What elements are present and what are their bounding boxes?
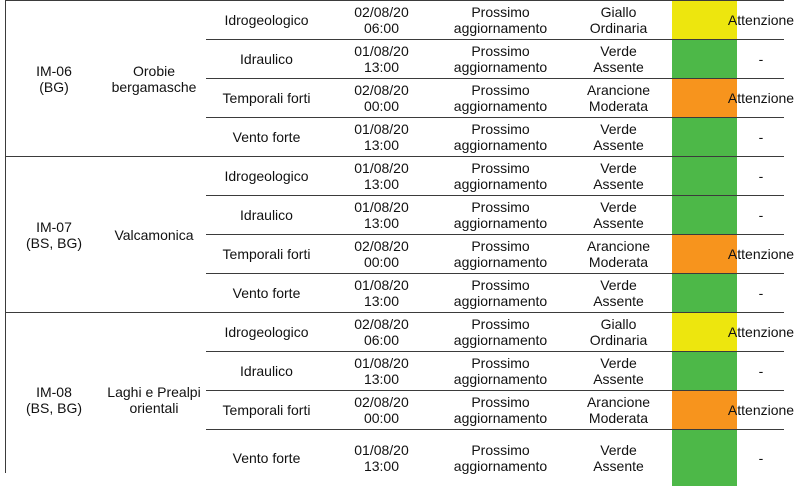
alert-level bbox=[565, 274, 672, 312]
cell-text: - bbox=[758, 450, 764, 466]
risk-type bbox=[206, 391, 327, 429]
issue-datetime bbox=[327, 274, 436, 312]
cell-text: Moderata bbox=[588, 98, 649, 114]
issue-datetime bbox=[327, 157, 436, 195]
cell-text: Prossimo bbox=[471, 394, 530, 410]
cell-text: 01/08/20 bbox=[354, 199, 409, 215]
alert-color-swatch bbox=[672, 274, 737, 312]
cell-text: Attenzione bbox=[727, 12, 794, 28]
alert-color-swatch bbox=[672, 40, 737, 78]
cell-text: Prossimo bbox=[471, 160, 530, 176]
alert-color-swatch bbox=[672, 352, 737, 390]
cell-text: Assente bbox=[593, 176, 644, 192]
cell-text: aggiornamento bbox=[453, 332, 548, 348]
zone-name-line: Valcamonica bbox=[114, 226, 194, 243]
cell-text: Idrogeologico bbox=[224, 324, 309, 340]
cell-text: - bbox=[758, 51, 764, 67]
cell-text: Temporali forti bbox=[222, 402, 311, 418]
cell-text: Prossimo bbox=[471, 43, 530, 59]
cell-text: 13:00 bbox=[363, 293, 400, 309]
zone-name-cell bbox=[102, 157, 206, 312]
cell-text: 01/08/20 bbox=[354, 121, 409, 137]
alert-level bbox=[565, 313, 672, 351]
alert-level bbox=[565, 40, 672, 78]
zone-provinces: (BS, BG) bbox=[25, 234, 82, 251]
cell-text: Prossimo bbox=[471, 277, 530, 293]
risk-type bbox=[206, 430, 327, 486]
cell-text: Ordinaria bbox=[589, 332, 648, 348]
cell-text: - bbox=[758, 129, 764, 145]
cell-text: 13:00 bbox=[363, 215, 400, 231]
cell-text: 01/08/20 bbox=[354, 442, 409, 458]
zone-code: IM-08 bbox=[36, 383, 72, 400]
zone-name-line: orientali bbox=[129, 399, 179, 416]
alert-note bbox=[737, 40, 785, 78]
cell-text: Temporali forti bbox=[222, 90, 311, 106]
alert-note bbox=[727, 391, 794, 429]
cell-text: Temporali forti bbox=[222, 246, 311, 262]
cell-text: 01/08/20 bbox=[354, 160, 409, 176]
cell-text: Ordinaria bbox=[589, 20, 648, 36]
zone-code-cell bbox=[6, 157, 102, 312]
cell-text: 02/08/20 bbox=[354, 316, 409, 332]
cell-text: Moderata bbox=[588, 410, 649, 426]
alert-note bbox=[737, 430, 785, 486]
zone-name-line: bergamasche bbox=[111, 78, 197, 95]
alert-level bbox=[565, 235, 672, 273]
alert-level bbox=[565, 391, 672, 429]
issue-datetime bbox=[327, 352, 436, 390]
next-update bbox=[436, 430, 565, 486]
cell-text: aggiornamento bbox=[453, 137, 548, 153]
cell-text: Assente bbox=[593, 59, 644, 75]
zone-name-cell bbox=[102, 313, 206, 486]
cell-text: 02/08/20 bbox=[354, 394, 409, 410]
alert-level bbox=[565, 79, 672, 117]
alert-level bbox=[565, 118, 672, 156]
cell-text: Moderata bbox=[588, 254, 649, 270]
cell-text: Attenzione bbox=[727, 402, 794, 418]
cell-text: Prossimo bbox=[471, 199, 530, 215]
cell-text: 00:00 bbox=[363, 98, 400, 114]
cell-text: Prossimo bbox=[471, 238, 530, 254]
cell-text: Verde bbox=[600, 442, 637, 458]
issue-datetime bbox=[327, 313, 436, 351]
cell-text: Attenzione bbox=[727, 246, 794, 262]
cell-text: aggiornamento bbox=[453, 254, 548, 270]
alert-level bbox=[565, 430, 672, 486]
issue-datetime bbox=[327, 1, 436, 39]
cell-text: Prossimo bbox=[471, 82, 530, 98]
cell-text: Arancione bbox=[586, 238, 651, 254]
cell-text: Verde bbox=[600, 121, 637, 137]
cell-text: 01/08/20 bbox=[354, 43, 409, 59]
alert-note bbox=[737, 118, 785, 156]
alert-note bbox=[737, 274, 785, 312]
next-update bbox=[436, 1, 565, 39]
risk-type bbox=[206, 352, 327, 390]
issue-datetime bbox=[327, 235, 436, 273]
zone-name-line: Laghi e Prealpi bbox=[107, 383, 201, 400]
alert-color-swatch bbox=[672, 430, 737, 486]
cell-text: Assente bbox=[593, 293, 644, 309]
cell-text: Prossimo bbox=[471, 442, 530, 458]
cell-text: Assente bbox=[593, 458, 644, 474]
alert-note bbox=[727, 1, 794, 39]
cell-text: 06:00 bbox=[363, 332, 400, 348]
alert-level bbox=[565, 196, 672, 234]
alert-note bbox=[737, 352, 785, 390]
alert-note bbox=[727, 313, 794, 351]
cell-text: 00:00 bbox=[363, 410, 400, 426]
cell-text: aggiornamento bbox=[453, 59, 548, 75]
cell-text: Vento forte bbox=[232, 129, 301, 145]
issue-datetime bbox=[327, 391, 436, 429]
cell-text: Vento forte bbox=[232, 450, 301, 466]
next-update bbox=[436, 79, 565, 117]
cell-text: - bbox=[758, 207, 764, 223]
cell-text: aggiornamento bbox=[453, 293, 548, 309]
next-update bbox=[436, 118, 565, 156]
risk-type bbox=[206, 157, 327, 195]
cell-text: Idraulico bbox=[240, 207, 293, 223]
cell-text: 13:00 bbox=[363, 371, 400, 387]
cell-text: 00:00 bbox=[363, 254, 400, 270]
next-update bbox=[436, 313, 565, 351]
cell-text: Assente bbox=[593, 215, 644, 231]
cell-text: Vento forte bbox=[232, 285, 301, 301]
cell-text: aggiornamento bbox=[453, 215, 548, 231]
next-update bbox=[436, 352, 565, 390]
risk-type bbox=[206, 235, 327, 273]
cell-text: Prossimo bbox=[471, 355, 530, 371]
alert-note bbox=[727, 79, 794, 117]
cell-text: Arancione bbox=[586, 394, 651, 410]
cell-text: aggiornamento bbox=[453, 20, 548, 36]
cell-text: 13:00 bbox=[363, 458, 400, 474]
alert-note bbox=[737, 196, 785, 234]
cell-text: Attenzione bbox=[727, 324, 794, 340]
cell-text: 01/08/20 bbox=[354, 277, 409, 293]
cell-text: 06:00 bbox=[363, 20, 400, 36]
zone-code: IM-07 bbox=[36, 218, 72, 235]
alert-color-swatch bbox=[672, 196, 737, 234]
cell-text: Attenzione bbox=[727, 90, 794, 106]
zone-code-cell bbox=[6, 1, 102, 156]
cell-text: - bbox=[758, 363, 764, 379]
cell-text: Idrogeologico bbox=[224, 12, 309, 28]
cell-text: Arancione bbox=[586, 82, 651, 98]
alert-note bbox=[727, 235, 794, 273]
issue-datetime bbox=[327, 118, 436, 156]
cell-text: Idraulico bbox=[240, 363, 293, 379]
next-update bbox=[436, 391, 565, 429]
zone-provinces: (BS, BG) bbox=[25, 399, 82, 416]
cell-text: 02/08/20 bbox=[354, 4, 409, 20]
cell-text: aggiornamento bbox=[453, 176, 548, 192]
cell-text: Idraulico bbox=[240, 51, 293, 67]
cell-text: aggiornamento bbox=[453, 458, 548, 474]
cell-text: 13:00 bbox=[363, 59, 400, 75]
cell-text: Prossimo bbox=[471, 316, 530, 332]
risk-type bbox=[206, 40, 327, 78]
risk-type bbox=[206, 274, 327, 312]
cell-text: Assente bbox=[593, 137, 644, 153]
cell-text: 02/08/20 bbox=[354, 238, 409, 254]
cell-text: Verde bbox=[600, 199, 637, 215]
cell-text: aggiornamento bbox=[453, 371, 548, 387]
cell-text: - bbox=[758, 168, 764, 184]
next-update bbox=[436, 157, 565, 195]
alert-table bbox=[5, 0, 794, 474]
cell-text: - bbox=[758, 285, 764, 301]
cell-text: aggiornamento bbox=[453, 410, 548, 426]
zone-code: IM-06 bbox=[36, 62, 72, 79]
zone-name-line: Orobie bbox=[132, 62, 176, 79]
cell-text: Verde bbox=[600, 160, 637, 176]
cell-text: Verde bbox=[600, 277, 637, 293]
issue-datetime bbox=[327, 430, 436, 486]
zone-code-cell bbox=[6, 313, 102, 486]
next-update bbox=[436, 40, 565, 78]
alert-level bbox=[565, 157, 672, 195]
cell-text: 13:00 bbox=[363, 137, 400, 153]
risk-type bbox=[206, 313, 327, 351]
cell-text: 01/08/20 bbox=[354, 355, 409, 371]
issue-datetime bbox=[327, 79, 436, 117]
issue-datetime bbox=[327, 40, 436, 78]
zone-name-cell bbox=[102, 1, 206, 156]
risk-type bbox=[206, 118, 327, 156]
risk-type bbox=[206, 196, 327, 234]
cell-text: Giallo bbox=[600, 316, 637, 332]
cell-text: Giallo bbox=[600, 4, 637, 20]
zone-provinces: (BG) bbox=[39, 78, 69, 95]
risk-type bbox=[206, 1, 327, 39]
cell-text: Verde bbox=[600, 355, 637, 371]
cell-text: 13:00 bbox=[363, 176, 400, 192]
alert-note bbox=[737, 157, 785, 195]
cell-text: Assente bbox=[593, 371, 644, 387]
alert-level bbox=[565, 352, 672, 390]
risk-type bbox=[206, 79, 327, 117]
cell-text: Prossimo bbox=[471, 4, 530, 20]
cell-text: Prossimo bbox=[471, 121, 530, 137]
next-update bbox=[436, 235, 565, 273]
issue-datetime bbox=[327, 196, 436, 234]
cell-text: Idrogeologico bbox=[224, 168, 309, 184]
alert-level bbox=[565, 1, 672, 39]
cell-text: Verde bbox=[600, 43, 637, 59]
alert-color-swatch bbox=[672, 157, 737, 195]
next-update bbox=[436, 196, 565, 234]
cell-text: aggiornamento bbox=[453, 98, 548, 114]
cell-text: 02/08/20 bbox=[354, 82, 409, 98]
next-update bbox=[436, 274, 565, 312]
alert-color-swatch bbox=[672, 118, 737, 156]
